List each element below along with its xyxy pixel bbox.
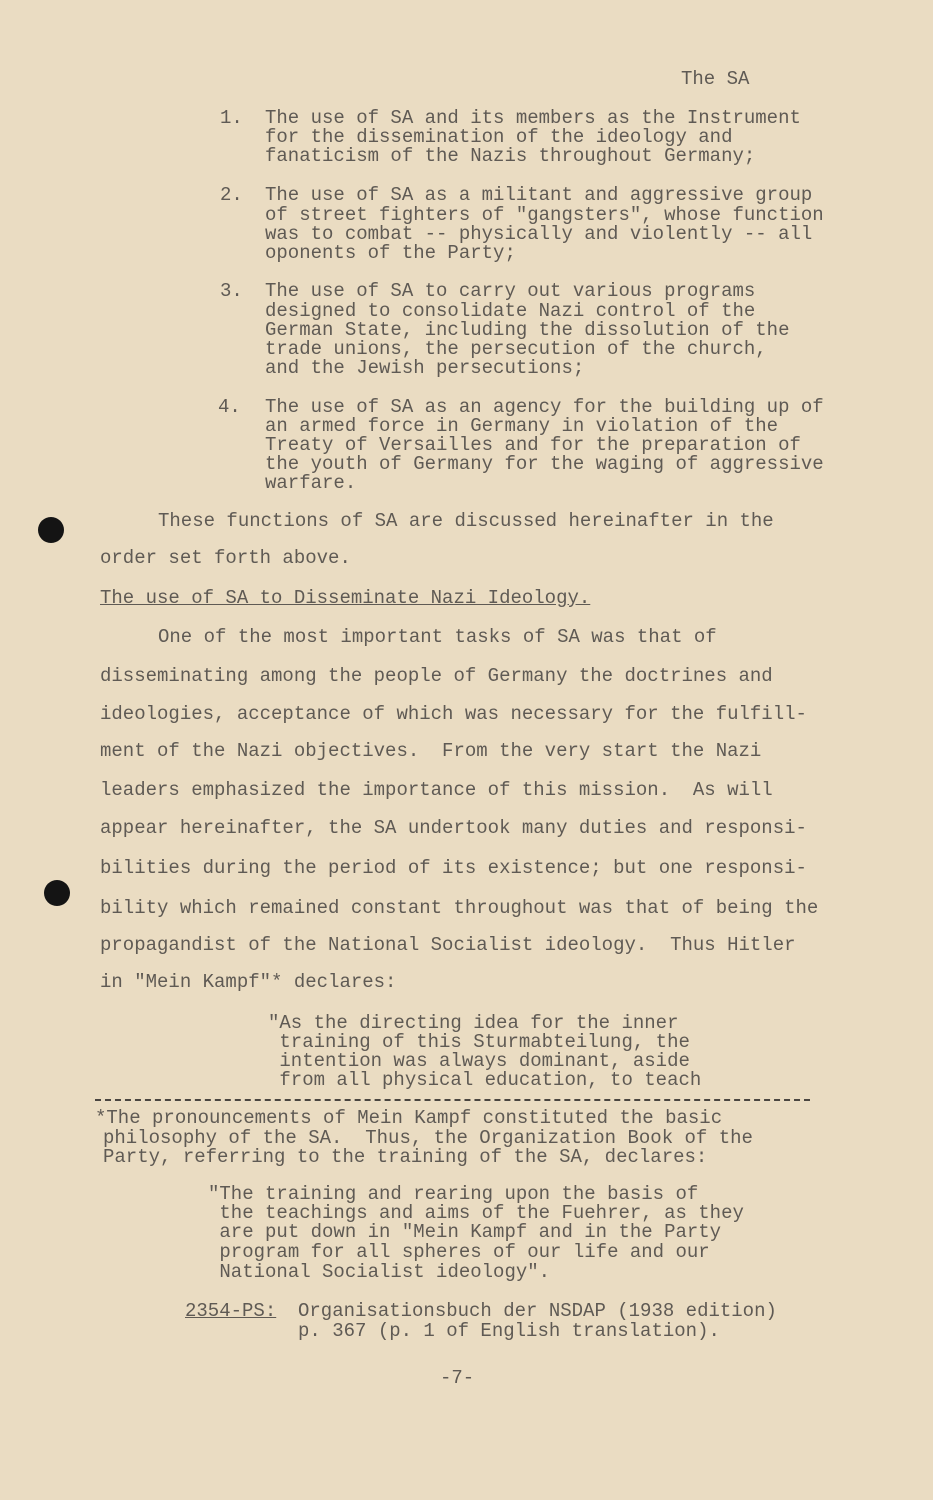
footnote-quote-line: "The training and rearing upon the basis of: [208, 1183, 699, 1205]
footnote-line: philosophy of the SA. Thus, the Organization Book of the: [103, 1127, 753, 1149]
list-line: The use of SA to carry out various programs: [265, 280, 756, 302]
list-line: fanaticism of the Nazis throughout Germany;: [265, 145, 756, 167]
footnote-divider: [95, 1099, 810, 1101]
quote-line: intention was always dominant, aside: [268, 1050, 690, 1072]
list-line: of street fighters of "gangsters", whose function: [265, 204, 824, 226]
body-line: ment of the Nazi objectives. From the very start the Nazi: [100, 740, 762, 762]
footnote-line: *The pronouncements of Mein Kampf constituted the basic: [95, 1107, 723, 1129]
list-line: Treaty of Versailles and for the preparation of: [265, 434, 801, 456]
quote-line: training of this Sturmabteilung, the: [268, 1031, 690, 1053]
footnote-quote-line: National Socialist ideology".: [208, 1261, 551, 1283]
citation-line: p. 367 (p. 1 of English translation).: [298, 1320, 720, 1342]
list-line: for the dissemination of the ideology and: [265, 126, 733, 148]
list-number: 3.: [220, 280, 243, 302]
body-line: bilities during the period of its existence; but one responsi-: [100, 857, 807, 879]
body-line: propagandist of the National Socialist ideology. Thus Hitler: [100, 934, 796, 956]
list-number: 4.: [218, 396, 241, 418]
section-heading: The use of SA to Disseminate Nazi Ideology.: [100, 587, 591, 609]
footnote-quote-line: are put down in "Mein Kampf and in the Party: [208, 1221, 722, 1243]
list-line: warfare.: [265, 472, 357, 494]
list-line: was to combat -- physically and violently -- all: [265, 223, 813, 245]
footnote-line: Party, referring to the training of the SA, declares:: [103, 1146, 708, 1168]
list-line: oponents of the Party;: [265, 242, 516, 264]
list-number: 2.: [220, 184, 243, 206]
list-number: 1.: [220, 107, 243, 129]
punch-hole: [44, 880, 70, 906]
body-line: appear hereinafter, the SA undertook many duties and responsi-: [100, 817, 807, 839]
quote-line: "As the directing idea for the inner: [268, 1012, 679, 1034]
list-line: trade unions, the persecution of the church,: [265, 338, 767, 360]
list-line: the youth of Germany for the waging of aggressive: [265, 453, 824, 475]
punch-hole: [38, 517, 64, 543]
list-line: The use of SA as a militant and aggressive group: [265, 184, 813, 206]
page-header: The SA: [681, 68, 750, 90]
body-line: bility which remained constant throughout was that of being the: [100, 897, 819, 919]
list-line: The use of SA as an agency for the building up of: [265, 396, 824, 418]
list-line: designed to consolidate Nazi control of the: [265, 300, 756, 322]
body-line: leaders emphasized the importance of this mission. As will: [100, 779, 773, 801]
page-number: -7-: [440, 1367, 475, 1389]
body-line: One of the most important tasks of SA was that of: [158, 626, 717, 648]
intro-line: These functions of SA are discussed hereinafter in the: [158, 510, 774, 532]
list-line: The use of SA and its members as the Instrument: [265, 107, 801, 129]
citation-line: Organisationsbuch der NSDAP (1938 edition): [298, 1300, 777, 1322]
footnote-quote-line: the teachings and aims of the Fuehrer, as they: [208, 1202, 744, 1224]
list-line: German State, including the dissolution of the: [265, 319, 790, 341]
quote-line: from all physical education, to teach: [268, 1069, 702, 1091]
footnote-quote-line: program for all spheres of our life and our: [208, 1241, 710, 1263]
body-line: in "Mein Kampf"* declares:: [100, 971, 397, 993]
list-line: an armed force in Germany in violation of the: [265, 415, 779, 437]
body-line: disseminating among the people of Germany the doctrines and: [100, 665, 773, 687]
body-line: ideologies, acceptance of which was necessary for the fulfill-: [100, 703, 807, 725]
citation-reference: 2354-PS:: [185, 1300, 277, 1322]
intro-line: order set forth above.: [100, 547, 351, 569]
list-line: and the Jewish persecutions;: [265, 357, 585, 379]
